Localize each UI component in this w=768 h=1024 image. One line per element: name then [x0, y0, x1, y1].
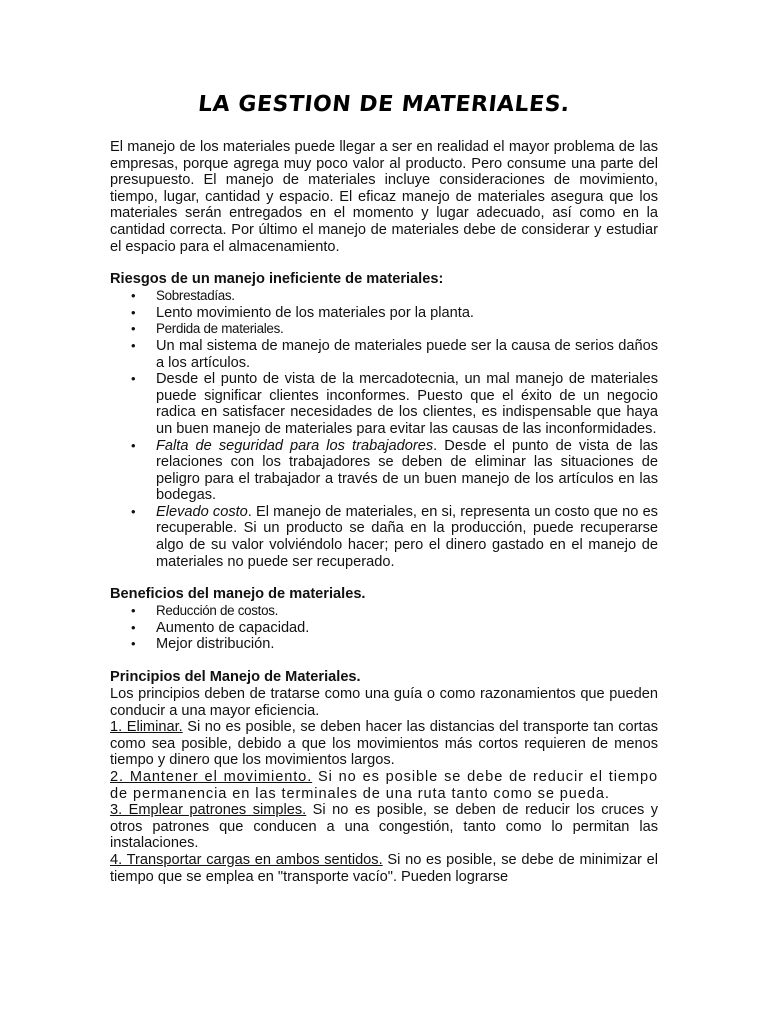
list-item: • Falta de seguridad para los trabajadores. Desde el punto de vista de las relaciones con los trabajadores se deben de eliminar las situaciones de peligro para el trabajador a través de un buen manejo de los artículos en las bodegas. [156, 438, 658, 504]
list-item: • Elevado costo. El manejo de materiales, en si, representa un costo que no es recuperable. Si un producto se daña en la producción, puede recuperarse algo de su valor volviéndolo hacer; pero el dinero gastado en el manejo de materiales no puede ser recuperado. [156, 504, 658, 570]
riesgos-list [110, 288, 658, 570]
list-item: • Un mal sistema de manejo de materiales puede ser la causa de serios daños a los artículos. [156, 338, 658, 371]
principio-item: 1. Eliminar. Si no es posible, se deben hacer las distancias del transporte tan cortas como sea posible, debido a que los movimientos más cortos requieren de menos tiempo y dinero que los movimientos largos. [110, 719, 658, 769]
list-item: • Reducción de costos. [156, 603, 658, 620]
list-item: • Desde el punto de vista de la mercadotecnia, un mal manejo de materiales puede significar clientes inconformes. Puesto que el éxito de un negocio radica en satisfacer necesidades de los clientes, es indispensable que haya un buen manejo de materiales para evitar las causas de las inconformidades. [156, 371, 658, 437]
principio-item: 2. Mantener el movimiento. Si no es posible se debe de reducir el tiempo de permanencia en las terminales de una ruta tanto como se pueda. [110, 769, 658, 802]
principio-item: 3. Emplear patrones simples. Si no es posible, se deben de reducir los cruces y otros patrones que conducen a una congestión, tanto como lo permitan las instalaciones. [110, 802, 658, 852]
principios-intro: Los principios deben de tratarse como una guía o como razonamientos que pueden conducir a una mayor eficiencia. [110, 686, 658, 719]
riesgos-heading: Riesgos de un manejo ineficiente de materiales: [110, 271, 444, 288]
intro-paragraph: El manejo de los materiales puede llegar a ser en realidad el mayor problema de las empresas, porque agrega muy poco valor al producto. Pero consume una parte del presupuesto. El manejo de materiales incluye consideraciones de movimiento, tiempo, lugar, cantidad y espacio. El eficaz manejo de materiales asegura que los materiales serán entregados en el momento y lugar adecuado, así como en la cantidad correcta. Por último el manejo de materiales debe de considerar y estudiar el espacio para el almacenamiento. [110, 139, 658, 255]
list-item: • Aumento de capacidad. [156, 620, 658, 637]
list-item: • Lento movimiento de los materiales por la planta. [156, 305, 658, 322]
beneficios-list [110, 603, 658, 653]
document-title: LA GESTION DE MATERIALES. [196, 92, 572, 117]
list-item: • Mejor distribución. [156, 636, 658, 653]
list-item: • Sobrestadías. [156, 288, 658, 305]
beneficios-heading: Beneficios del manejo de materiales. [110, 586, 366, 603]
list-item: • Perdida de materiales. [156, 321, 658, 338]
principio-item: 4. Transportar cargas en ambos sentidos. Si no es posible, se debe de minimizar el tiempo que se emplea en "transporte vacío". Pueden lograrse [110, 851, 658, 885]
principios-heading: Principios del Manejo de Materiales. [110, 669, 361, 686]
